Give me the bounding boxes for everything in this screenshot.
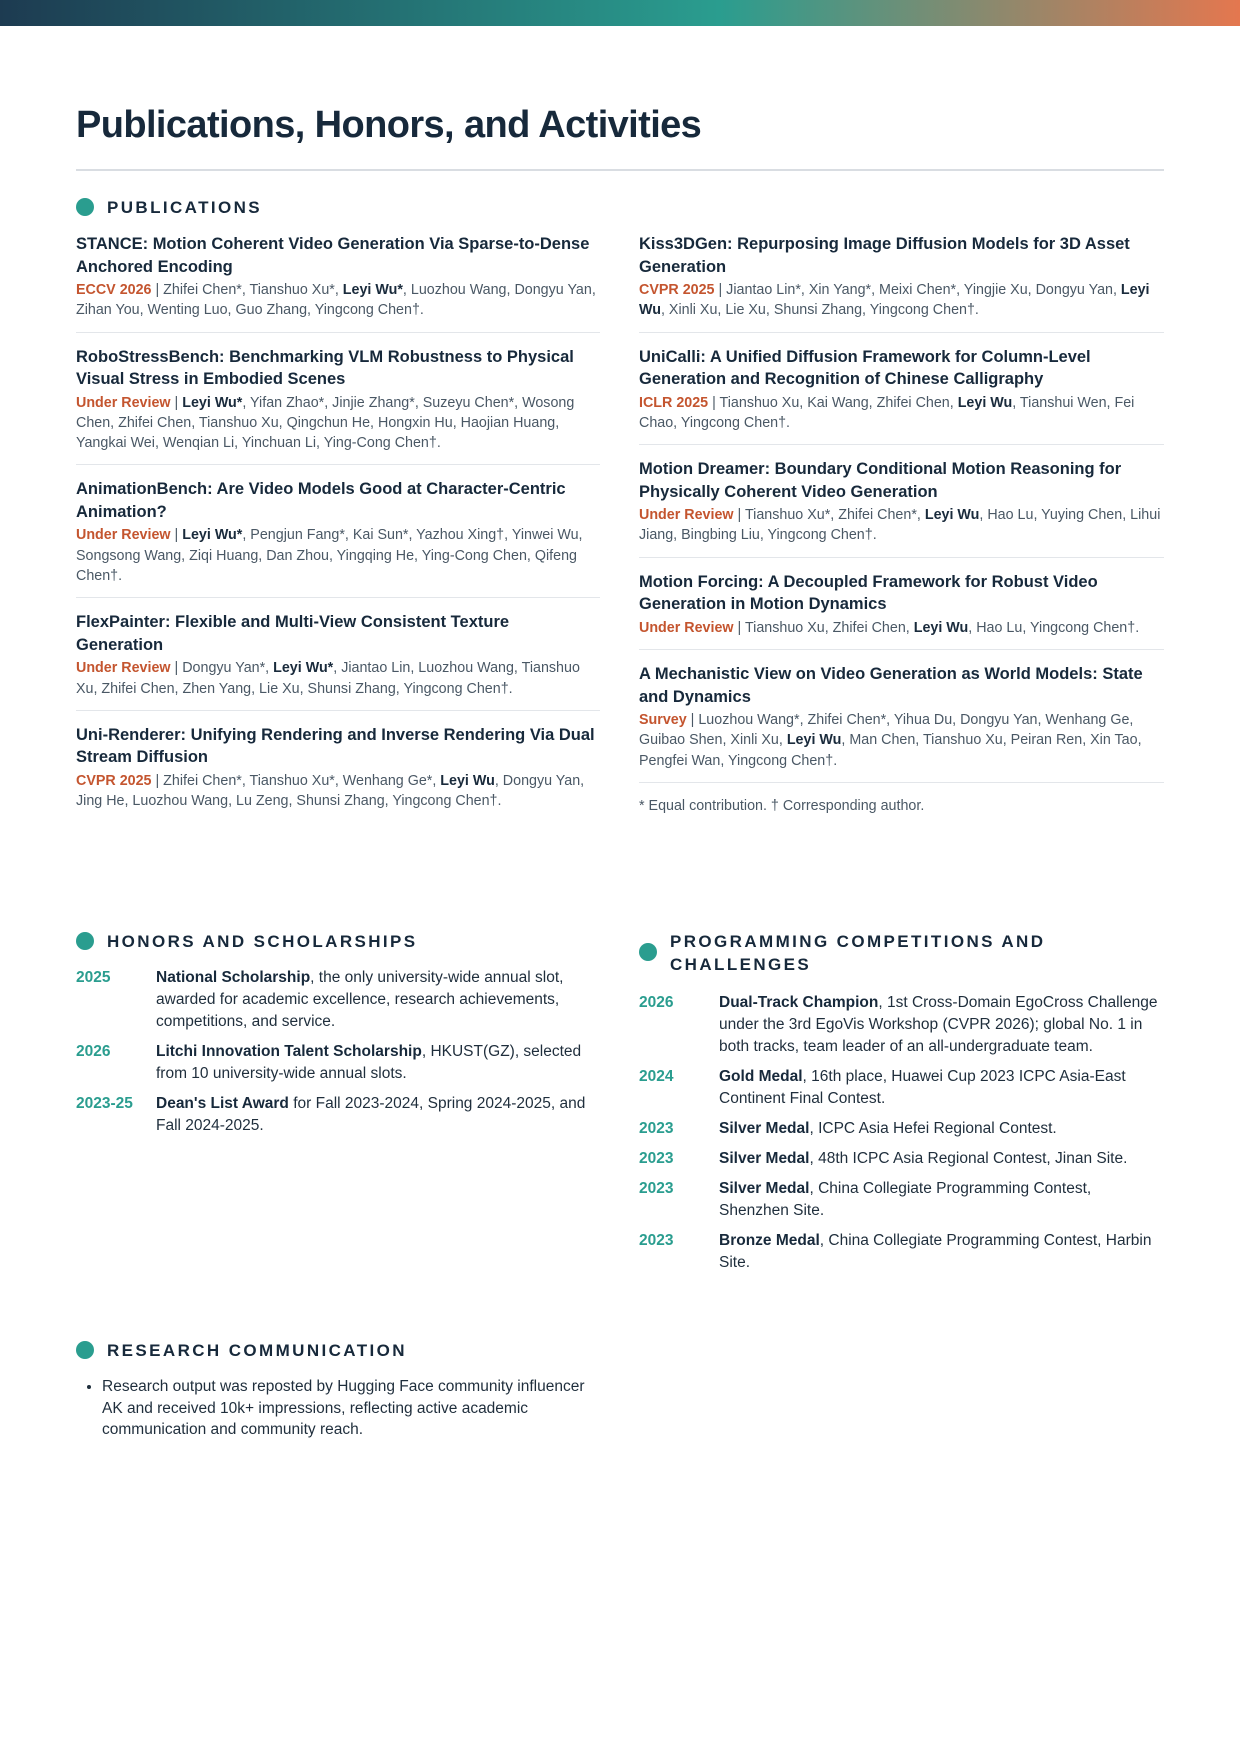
publication-entry (76, 724, 600, 823)
entry-description (719, 1148, 1127, 1170)
entry-description (719, 1066, 1164, 1110)
publication-title: A Mechanistic View on Video Generation as World Models: State and Dynamics (639, 665, 1143, 706)
publication-entry (639, 571, 1164, 650)
highlighted-author: Leyi Wu (957, 394, 1013, 411)
publication-entry (639, 458, 1164, 558)
publication-title: RoboStressBench: Benchmarking VLM Robustness to Physical Visual Stress in Embodied Scenes (76, 347, 574, 389)
honors-list (76, 967, 600, 1145)
author-text: Jiantao Lin*, Xin Yang*, Meixi Chen*, Yingjie Xu, Dongyu Yan, (726, 282, 1121, 298)
publication-entry (76, 233, 600, 333)
entry-title: Litchi Innovation Talent Scholarship (156, 1043, 422, 1060)
publication-title: AnimationBench: Are Video Models Good at Character-Centric Animation? (76, 480, 566, 521)
publication-venue: CVPR 2025 (76, 772, 152, 789)
author-text: , Dongyu Yan, Jing He, Luozhou Wang, Lu Zeng, Shunsi Zhang, Yingcong Chen†. (76, 772, 585, 810)
entry-description (156, 967, 600, 1033)
publication-venue: Under Review (76, 394, 171, 411)
highlighted-author: Leyi Wu (913, 619, 969, 636)
research-communication-list (76, 1376, 600, 1441)
publication-meta (76, 393, 600, 454)
publication-venue: ECCV 2026 (76, 282, 152, 298)
research-communication-heading (76, 1339, 407, 1362)
section-bullet-icon (639, 943, 657, 961)
entry-title: Bronze Medal (719, 1232, 820, 1249)
section-bullet-icon (76, 198, 94, 216)
highlighted-author: Leyi Wu (440, 772, 495, 789)
publication-entry (76, 611, 600, 711)
venue-separator: | (170, 527, 183, 544)
publication-title: STANCE: Motion Coherent Video Generation Via Sparse-to-Dense Anchored Encoding (76, 235, 590, 276)
venue-separator: | (708, 394, 720, 411)
entry-title: Dual-Track Champion (719, 994, 879, 1011)
section-title: PUBLICATIONS (107, 198, 263, 217)
publication-meta (76, 525, 600, 586)
entry-title: Silver Medal (719, 1120, 810, 1137)
publication-title: Uni-Renderer: Unifying Rendering and Inverse Rendering Via Dual Stream Diffusion (76, 725, 595, 767)
honor-row (76, 1041, 600, 1085)
section-title: RESEARCH COMMUNICATION (107, 1341, 407, 1360)
highlighted-author: Leyi Wu (924, 507, 980, 524)
publication-meta (639, 710, 1164, 771)
entry-title: Gold Medal (719, 1068, 803, 1085)
entry-description (719, 1118, 1057, 1140)
entry-title: Silver Medal (719, 1180, 810, 1197)
entry-title: National Scholarship (156, 969, 311, 986)
page-title: Publications, Honors, and Activities (76, 104, 702, 146)
entry-title: Silver Medal (719, 1150, 810, 1167)
footnote: * Equal contribution. † Corresponding author. (639, 797, 925, 814)
competition-row (639, 1230, 1164, 1274)
title-divider (76, 169, 1164, 171)
entry-description (719, 992, 1164, 1058)
venue-separator: | (170, 660, 183, 677)
publications-left-column (76, 233, 600, 836)
entry-detail: , the only university-wide annual slot, awarded for academic excellence, research achievements, competitions, and service. (156, 969, 564, 1030)
publication-meta (76, 280, 600, 321)
year-label: 2023 (639, 1180, 674, 1197)
entry-detail: , China Collegiate Programming Contest, Harbin Site. (719, 1232, 1152, 1271)
author-text: , Hao Lu, Yuying Chen, Lihui Jiang, Bingbing Liu, Yingcong Chen†. (639, 507, 1161, 544)
section-title: HONORS AND SCHOLARSHIPS (107, 932, 418, 951)
publication-entry (76, 346, 600, 466)
honors-heading (76, 930, 418, 953)
entry-detail: , 16th place, Huawei Cup 2023 ICPC Asia-East Continent Final Contest. (719, 1068, 1126, 1107)
competition-row (639, 1066, 1164, 1110)
publication-entry (639, 233, 1164, 333)
author-text: , Jiantao Lin, Luozhou Wang, Tianshuo Xu, Zhifei Chen, Zhen Yang, Lie Xu, Shunsi Zhang, Yingcong Chen†. (76, 660, 580, 697)
venue-separator: | (151, 282, 164, 298)
publication-meta (639, 505, 1164, 546)
entry-detail: for Fall 2023-2024, Spring 2024-2025, and Fall 2024-2025. (156, 1095, 586, 1134)
author-text: Dongyu Yan*, (182, 660, 274, 677)
author-text: Tianshuo Xu, Kai Wang, Zhifei Chen, (719, 394, 958, 411)
publication-entry (639, 663, 1164, 783)
entry-description (719, 1178, 1164, 1222)
publication-entry (639, 346, 1164, 446)
publications-heading (76, 196, 262, 219)
venue-separator: | (151, 772, 164, 789)
author-text: Tianshuo Xu*, Zhifei Chen*, (744, 507, 925, 524)
highlighted-author: Leyi Wu (639, 282, 1150, 319)
author-text: , Xinli Xu, Lie Xu, Shunsi Zhang, Yingcong Chen†. (660, 302, 979, 319)
venue-separator: | (714, 282, 727, 298)
entry-title: Dean's List Award (156, 1095, 289, 1112)
entry-detail: , ICPC Asia Hefei Regional Contest. (809, 1120, 1057, 1137)
competition-row (639, 992, 1164, 1058)
research-communication-item: • Research output was reposted by Hugging Face community influencer AK and received 10k+ impressions, reflecting active academic communication and community reach. (102, 1376, 600, 1441)
entry-description (156, 1093, 600, 1137)
author-text: Zhifei Chen*, Tianshuo Xu*, Wenhang Ge*, (163, 772, 441, 789)
publication-venue: Under Review (76, 527, 171, 544)
year-label: 2023 (639, 1232, 674, 1249)
author-text: , Man Chen, Tianshuo Xu, Peiran Ren, Xin Tao, Pengfei Wan, Yingcong Chen†. (639, 732, 1142, 769)
entry-detail: , HKUST(GZ), selected from 10 university-wide annual slots. (156, 1043, 582, 1082)
publication-venue: Under Review (639, 507, 734, 524)
venue-separator: | (686, 712, 699, 729)
author-text: , Luozhou Wang, Dongyu Yan, Zihan You, Wenting Luo, Guo Zhang, Yingcong Chen†. (76, 282, 596, 319)
publication-venue: Under Review (76, 660, 171, 677)
publication-title: Kiss3DGen: Repurposing Image Diffusion Models for 3D Asset Generation (639, 235, 1130, 276)
publications-right-column (639, 233, 1164, 816)
section-bullet-icon (76, 932, 94, 950)
publication-title: Motion Forcing: A Decoupled Framework for Robust Video Generation in Motion Dynamics (639, 572, 1098, 614)
author-text: , Tianshui Wen, Fei Chao, Yingcong Chen†. (639, 394, 1135, 431)
competition-row (639, 1178, 1164, 1222)
author-text: , Hao Lu, Yingcong Chen†. (968, 619, 1140, 636)
publication-venue: CVPR 2025 (639, 282, 715, 298)
publication-meta (639, 280, 1164, 321)
entry-description (719, 1230, 1164, 1274)
highlighted-author: Leyi Wu* (182, 527, 243, 544)
highlighted-author: Leyi Wu* (342, 282, 403, 298)
publication-meta (639, 393, 1164, 434)
highlighted-author: Leyi Wu* (273, 660, 334, 677)
honor-row (76, 967, 600, 1033)
year-label: 2025 (76, 969, 111, 986)
publication-venue: Under Review (639, 619, 734, 636)
venue-separator: | (733, 507, 745, 524)
year-label: 2024 (639, 1068, 674, 1085)
entry-description (156, 1041, 600, 1085)
publication-meta (76, 771, 600, 812)
author-text: , Yifan Zhao*, Jinjie Zhang*, Suzeyu Chen*, Wosong Chen, Zhifei Chen, Tianshuo Xu, Qingchun He, Hongxin Hu, Haojian Huang, Yangkai Wei, Wenqian Li, Yinchuan Li, Ying-Cong Chen†. (76, 394, 575, 452)
competitions-heading (639, 930, 1164, 976)
year-label: 2023 (639, 1120, 674, 1137)
entry-detail: , 1st Cross-Domain EgoCross Challenge under the 3rd EgoVis Workshop (CVPR 2026); global No. 1 in both tracks, team leader of an all-undergraduate team. (719, 994, 1158, 1055)
author-text: Zhifei Chen*, Tianshuo Xu*, (163, 282, 343, 298)
publication-meta (639, 618, 1164, 638)
year-label: 2026 (639, 994, 674, 1011)
section-title: PROGRAMMING COMPETITIONS AND CHALLENGES (670, 932, 1046, 974)
highlighted-author: Leyi Wu* (182, 394, 243, 411)
section-bullet-icon (76, 1341, 94, 1359)
publication-meta (76, 658, 600, 699)
publication-title: FlexPainter: Flexible and Multi-View Consistent Texture Generation (76, 613, 510, 654)
author-text: Luozhou Wang*, Zhifei Chen*, Yihua Du, Dongyu Yan, Wenhang Ge, Guibao Shen, Xinli Xu, (639, 712, 1134, 749)
honor-row (76, 1093, 600, 1137)
competitions-list (639, 992, 1164, 1282)
author-text: Tianshuo Xu, Zhifei Chen, (744, 619, 914, 636)
highlighted-author: Leyi Wu (786, 732, 842, 749)
publication-venue: Survey (639, 712, 687, 729)
competition-row (639, 1118, 1164, 1140)
entry-detail: , 48th ICPC Asia Regional Contest, Jinan Site. (809, 1150, 1128, 1167)
year-label: 2023 (639, 1150, 674, 1167)
top-banner (0, 0, 1240, 26)
publication-title: Motion Dreamer: Boundary Conditional Motion Reasoning for Physically Coherent Video Generation (639, 460, 1122, 501)
author-text: , Pengjun Fang*, Kai Sun*, Yazhou Xing†, Yinwei Wu, Songsong Wang, Ziqi Huang, Dan Zhou, Yingqing He, Ying-Cong Chen, Qifeng Chen†. (76, 527, 583, 585)
publication-entry (76, 478, 600, 598)
venue-separator: | (170, 394, 183, 411)
publication-venue: ICLR 2025 (639, 394, 709, 411)
entry-detail: , China Collegiate Programming Contest, Shenzhen Site. (719, 1180, 1092, 1219)
venue-separator: | (733, 619, 745, 636)
publication-title: UniCalli: A Unified Diffusion Framework for Column-Level Generation and Recognition of Chinese Calligraphy (639, 347, 1091, 389)
year-label: 2026 (76, 1043, 111, 1060)
competition-row (639, 1148, 1164, 1170)
year-label: 2023-25 (76, 1095, 133, 1112)
